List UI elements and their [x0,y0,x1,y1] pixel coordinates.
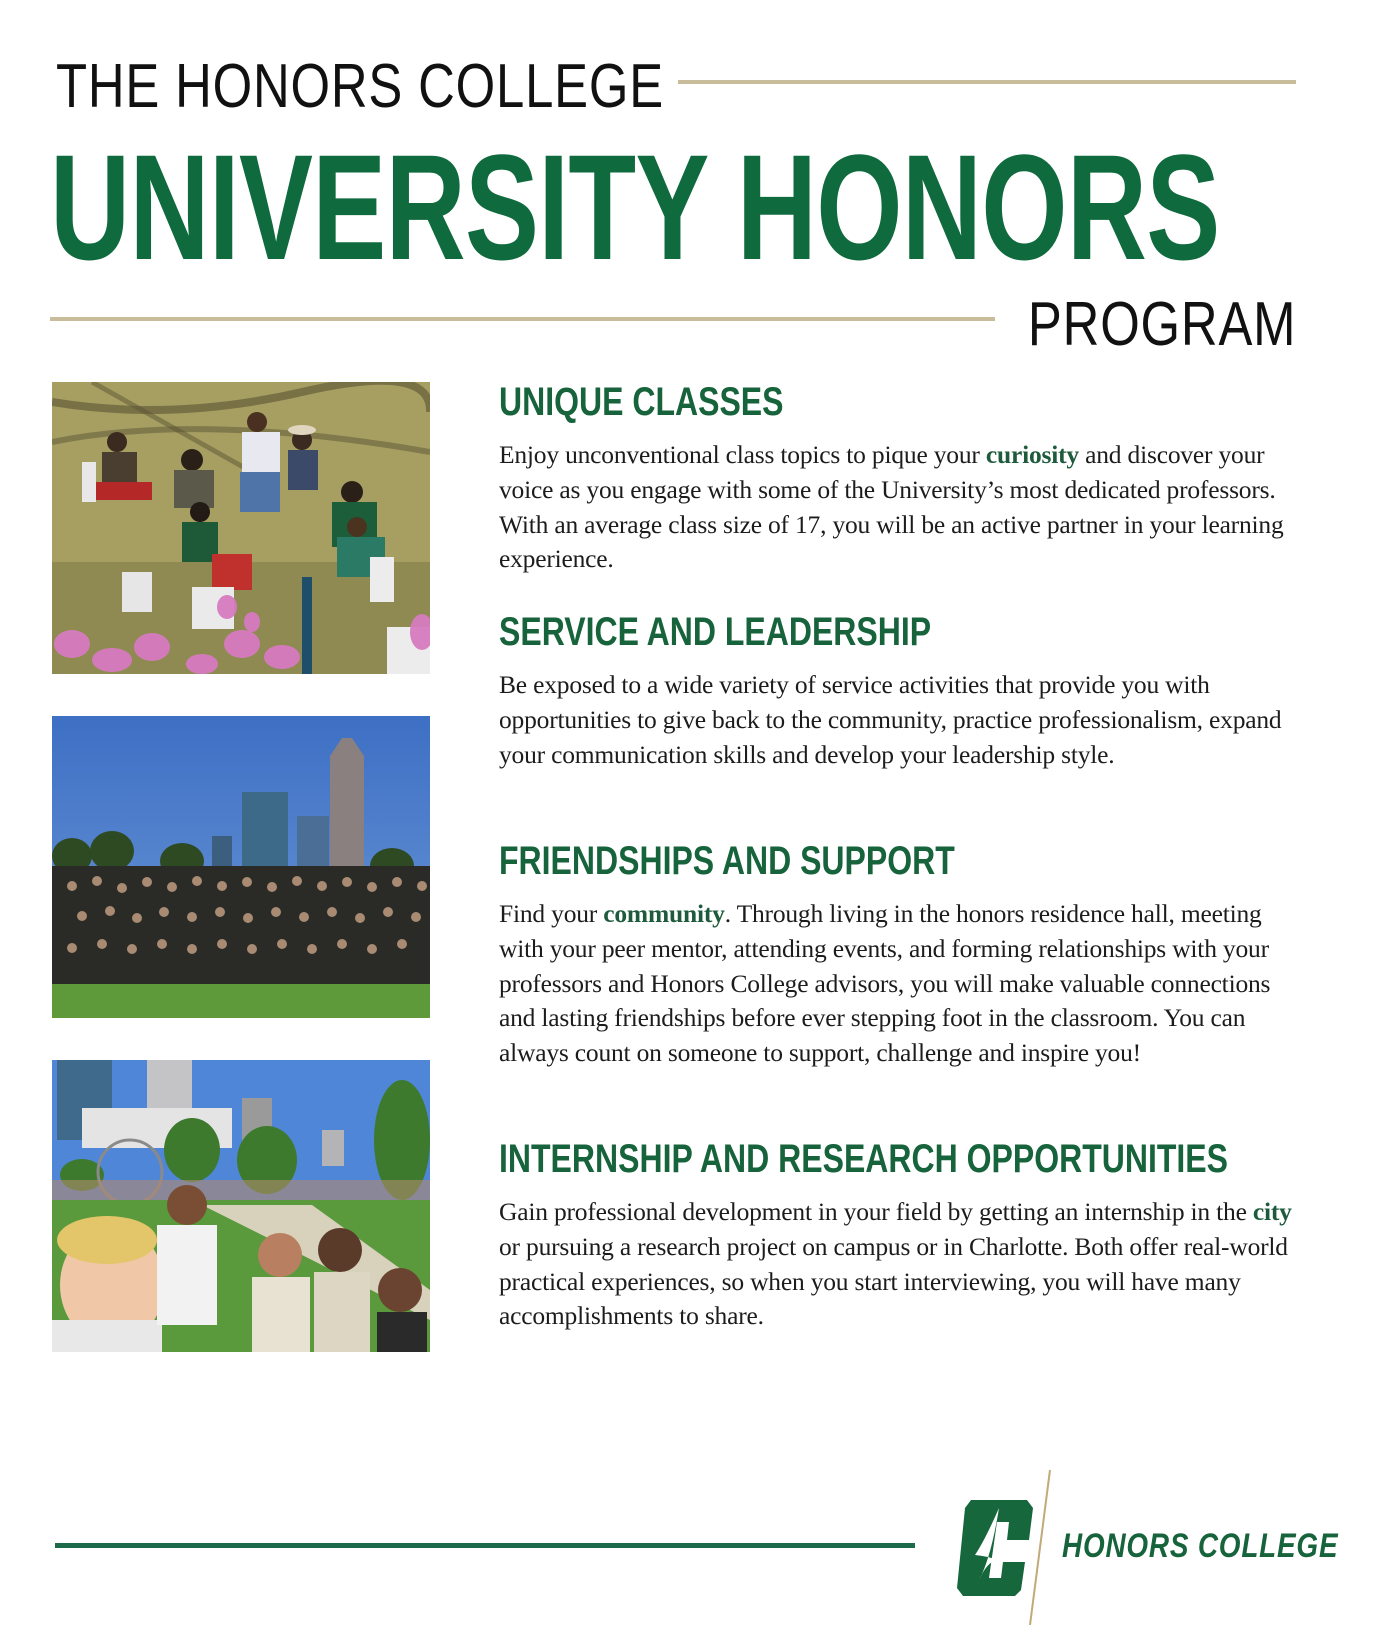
group-skyline-photo [52,716,430,1018]
section-heading: FRIENDSHIPS AND SUPPORT [499,839,955,883]
header-rule-top [678,80,1296,84]
section-unique-classes [499,380,1309,577]
footer-rule [55,1543,915,1548]
section-body: Be exposed to a wide variety of service activities that provide you with opportunities to give back to the community, practice professionalism, expand your communication skills and develop your leadership style. [499,670,1282,769]
students-selfie-photo [52,1060,430,1352]
page-title: UNIVERSITY HONORS [50,123,1220,291]
charlotte-c-logo-icon [957,1500,1033,1596]
logo-divider [1024,1470,1054,1625]
page-subtitle: PROGRAM [1027,290,1296,359]
header-rule-bottom [50,317,995,321]
section-internship-research [499,1137,1309,1334]
highlight-word: city [1252,1197,1292,1226]
outdoor-class-photo [52,382,430,674]
highlight-word: curiosity [985,440,1079,469]
pretitle: THE HONORS COLLEGE [56,52,665,121]
section-heading: INTERNSHIP AND RESEARCH OPPORTUNITIES [499,1137,1228,1181]
section-service-leadership [499,610,1309,772]
logo-text: HONORS COLLEGE [1062,1527,1339,1565]
section-friendships-support [499,839,1309,1071]
section-heading: SERVICE AND LEADERSHIP [499,610,932,654]
section-body: Find your community. Through living in the honors residence hall, meeting with your peer mentor, attending events, and forming relationships with your professors and Honors College advisors, you will make valuable connections and lasting friendships before ever stepping foot in the classroom. You can always count on someone to support, challenge and inspire you! [499,899,1271,1068]
highlight-word: community [603,899,725,928]
section-body: Gain professional development in your field by getting an internship in the city or pursuing a research project on campus or in Charlotte. Both offer real-world practical experiences, so when you start interviewing, you will have many accomplishments to share. [499,1197,1292,1331]
section-body: Enjoy unconventional class topics to pique your curiosity and discover your voice as you engage with some of the University’s most dedicated professors. With an average class size of 17, you will be an active partner in your learning experience. [499,440,1284,574]
section-heading: UNIQUE CLASSES [499,380,784,424]
